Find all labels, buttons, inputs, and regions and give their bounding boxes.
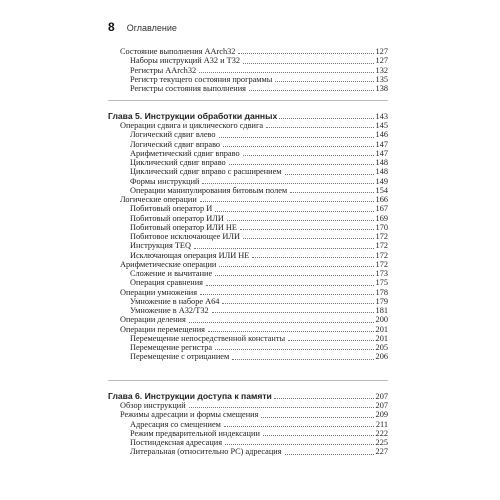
toc-entry <box>108 47 388 56</box>
toc-entry-title: Умножение в A32/T32 <box>130 306 209 315</box>
toc-entry <box>108 429 388 438</box>
toc-entry-title: Перемещение непосредственной константы <box>130 333 286 343</box>
leader-dots <box>285 454 374 455</box>
toc-entry-page: 146 <box>375 130 388 140</box>
leader-dots <box>261 417 373 418</box>
leader-dots <box>225 444 373 445</box>
toc-entry <box>108 241 388 250</box>
toc-entry <box>108 214 388 223</box>
toc-entry-page: 127 <box>375 56 388 66</box>
toc-entry <box>108 66 388 75</box>
toc-entry <box>108 269 388 278</box>
chapter-page: 207 <box>375 392 388 401</box>
toc-entry-page: 227 <box>375 447 388 457</box>
toc-entry-page: 154 <box>375 185 388 195</box>
toc-entry <box>108 177 388 186</box>
toc-entry <box>108 186 388 195</box>
chapter6-top-rule <box>108 380 388 381</box>
toc-entry <box>108 84 388 93</box>
toc-entry-page: 201 <box>375 333 388 343</box>
leader-dots <box>219 137 374 138</box>
toc-entry <box>108 260 388 269</box>
chapter-heading <box>108 390 388 401</box>
toc-entry <box>108 204 388 213</box>
toc-entry-title: Логический сдвиг вправо <box>130 139 221 149</box>
toc-entry-title: Инструкция TEQ <box>130 241 191 251</box>
toc-entry-title: Исключающая операция ИЛИ НЕ <box>130 250 250 260</box>
leader-dots <box>224 426 374 427</box>
toc-entry-page: 148 <box>375 167 388 177</box>
toc-entry-title: Операции умножения <box>120 287 198 297</box>
toc-entry <box>108 352 388 361</box>
leader-dots <box>200 201 374 202</box>
toc-entry <box>108 334 388 343</box>
leader-dots <box>285 174 374 175</box>
toc-entry <box>108 306 388 315</box>
toc-entry <box>108 195 388 204</box>
toc-entry-title: Сложение и вычитание <box>130 269 213 278</box>
toc-entry-title: Логический сдвиг влево <box>130 130 216 140</box>
toc-entry-title: Операции сдвига и циклического сдвига <box>120 121 264 130</box>
chapter5-entries <box>108 121 388 362</box>
toc-entry-title: Побитовый оператор ИЛИ НЕ <box>130 222 237 232</box>
toc-entry-page: 132 <box>375 65 388 75</box>
toc-entry <box>108 56 388 65</box>
toc-entry-page: 147 <box>375 148 388 158</box>
leader-dots <box>288 340 374 341</box>
leader-dots <box>219 266 373 267</box>
toc-entry-title: Регистры состояния выполнения <box>130 84 246 93</box>
toc-entry-page: 207 <box>375 401 388 410</box>
leader-dots <box>215 349 373 350</box>
leader-dots <box>215 211 373 212</box>
chapter5-top-rule <box>108 100 388 101</box>
toc-entry-title: Операции деления <box>120 315 186 325</box>
toc-entry-page: 145 <box>375 121 388 130</box>
toc-entry-title: Перемещение регистра <box>130 343 213 352</box>
toc-entry-title: Регистр текущего состояния программы <box>130 74 273 84</box>
toc-entry <box>108 121 388 130</box>
toc-entry <box>108 343 388 352</box>
leader-dots <box>279 118 373 119</box>
toc-entry-title: Циклический сдвиг вправо <box>130 158 226 167</box>
leader-dots <box>275 81 373 82</box>
toc-entry <box>108 438 388 447</box>
page-header <box>108 20 177 34</box>
toc-entry-page: 135 <box>375 74 388 84</box>
chapter-title: Глава 5. Инструкции обработки данных <box>108 111 278 121</box>
toc-entry-page: 166 <box>375 195 388 204</box>
leader-dots <box>223 146 373 147</box>
toc-entry-title: Литеральная (относительно PC) адресация <box>130 447 282 457</box>
leader-dots <box>206 285 374 286</box>
leader-dots <box>202 183 373 184</box>
leader-dots <box>208 331 374 332</box>
leader-dots <box>189 407 374 408</box>
toc-entry-page: 148 <box>375 158 388 167</box>
toc-entry <box>108 223 388 232</box>
running-title: Оглавление <box>126 23 177 33</box>
toc-entry <box>108 158 388 167</box>
leader-dots <box>243 238 374 239</box>
leader-dots <box>290 192 373 193</box>
toc-entry-title: Побитовый оператор И <box>130 204 213 214</box>
toc-entry-title: Обзор инструкций <box>120 401 186 410</box>
toc-entry-title: Перемещение с отрицанием <box>130 352 230 362</box>
toc-entry-page: 201 <box>375 324 388 334</box>
toc-entry-title: Наборы инструкций A32 и T32 <box>130 56 240 66</box>
leader-dots <box>222 303 373 304</box>
leader-dots <box>232 359 373 360</box>
leader-dots <box>240 229 374 230</box>
toc-entry <box>108 447 388 456</box>
leader-dots <box>243 63 374 64</box>
toc-entry-title: Логические операции <box>120 195 197 204</box>
chapter6-entries <box>108 401 388 457</box>
toc-entry <box>108 251 388 260</box>
toc-entry <box>108 288 388 297</box>
chapter-heading <box>108 110 388 121</box>
toc-entry <box>108 297 388 306</box>
toc-section-top <box>108 47 388 93</box>
toc-entry-page: 173 <box>375 269 388 278</box>
leader-dots <box>243 155 374 156</box>
toc-entry-title: Операции перемещения <box>120 324 205 334</box>
toc-entry <box>108 75 388 84</box>
toc-entry-title: Арифметический сдвиг вправо <box>130 148 240 158</box>
toc-entry-page: 172 <box>375 250 388 260</box>
toc-entry <box>108 410 388 419</box>
toc-entry-page: 169 <box>375 213 388 223</box>
leader-dots <box>229 164 374 165</box>
toc-entry-page: 167 <box>375 204 388 214</box>
toc-entry-page: 170 <box>375 222 388 232</box>
toc-entry-title: Циклический сдвиг вправо с расширением <box>130 167 282 177</box>
toc-entry-page: 138 <box>375 84 388 93</box>
toc-entry-title: Операции манипулирования битовым полем <box>130 185 288 195</box>
toc-entry <box>108 149 388 158</box>
toc-entry-title: Формы инструкций <box>130 176 200 186</box>
toc-entry-title: Регистры AArch32 <box>130 65 197 75</box>
toc-entry <box>108 278 388 287</box>
toc-entry-page: 178 <box>375 287 388 297</box>
toc-entry-page: 175 <box>375 278 388 288</box>
leader-dots <box>212 312 374 313</box>
toc-entry-page: 127 <box>375 47 388 56</box>
toc-entry-page: 205 <box>375 343 388 352</box>
toc-entry-title: Режимы адресации и формы смещения <box>120 410 259 420</box>
toc-entry <box>108 401 388 410</box>
chapter5-block <box>108 110 388 362</box>
toc-entry-page: 222 <box>375 428 388 438</box>
leader-dots <box>189 322 374 323</box>
toc-entry-page: 172 <box>375 241 388 251</box>
toc-entry <box>108 130 388 139</box>
toc-entry-page: 149 <box>375 176 388 186</box>
toc-entry-page: 211 <box>375 419 388 429</box>
toc-entry <box>108 315 388 324</box>
toc-entry-page: 209 <box>375 410 388 420</box>
leader-dots <box>266 127 374 128</box>
toc-entry-title: Побитовый оператор ИЛИ <box>130 213 224 223</box>
leader-dots <box>274 398 374 399</box>
chapter6-block <box>108 390 388 457</box>
toc-entry-page: 147 <box>375 139 388 149</box>
toc-entry <box>108 325 388 334</box>
toc-entry <box>108 140 388 149</box>
leader-dots <box>215 275 373 276</box>
toc-entry-page: 200 <box>375 315 388 325</box>
leader-dots <box>227 220 374 221</box>
toc-entry <box>108 167 388 176</box>
toc-entry-page: 206 <box>375 352 388 362</box>
toc-entry-page: 225 <box>375 438 388 447</box>
leader-dots <box>263 435 374 436</box>
toc-entry-page: 172 <box>375 232 388 241</box>
leader-dots <box>200 294 374 295</box>
toc-entry-page: 179 <box>375 296 388 306</box>
toc-entry-title: Адресация со смещением <box>130 419 221 429</box>
toc-entry-page: 172 <box>375 259 388 269</box>
toc-entry-title: Режим предварительной индексации <box>130 428 260 438</box>
toc-entry-title: Арифметические операции <box>120 259 217 269</box>
toc-entry-title: Умножение в наборе A64 <box>130 296 220 306</box>
leader-dots <box>249 90 374 91</box>
chapter-page: 143 <box>375 112 388 121</box>
leader-dots <box>238 53 373 54</box>
leader-dots <box>194 248 374 249</box>
chapter-title: Глава 6. Инструкции доступа к памяти <box>108 391 272 401</box>
toc-entry-title: Постиндексная адресация <box>130 438 223 447</box>
toc-entry-page: 181 <box>375 306 388 315</box>
toc-entry-title: Состояние выполнения AArch32 <box>120 47 236 56</box>
toc-entry-title: Операция сравнения <box>130 278 203 288</box>
toc-entry-title: Побитовое исключающее ИЛИ <box>130 232 241 241</box>
leader-dots <box>199 72 373 73</box>
page-number: 8 <box>108 20 115 34</box>
toc-entry <box>108 232 388 241</box>
toc-entry <box>108 420 388 429</box>
leader-dots <box>252 257 373 258</box>
